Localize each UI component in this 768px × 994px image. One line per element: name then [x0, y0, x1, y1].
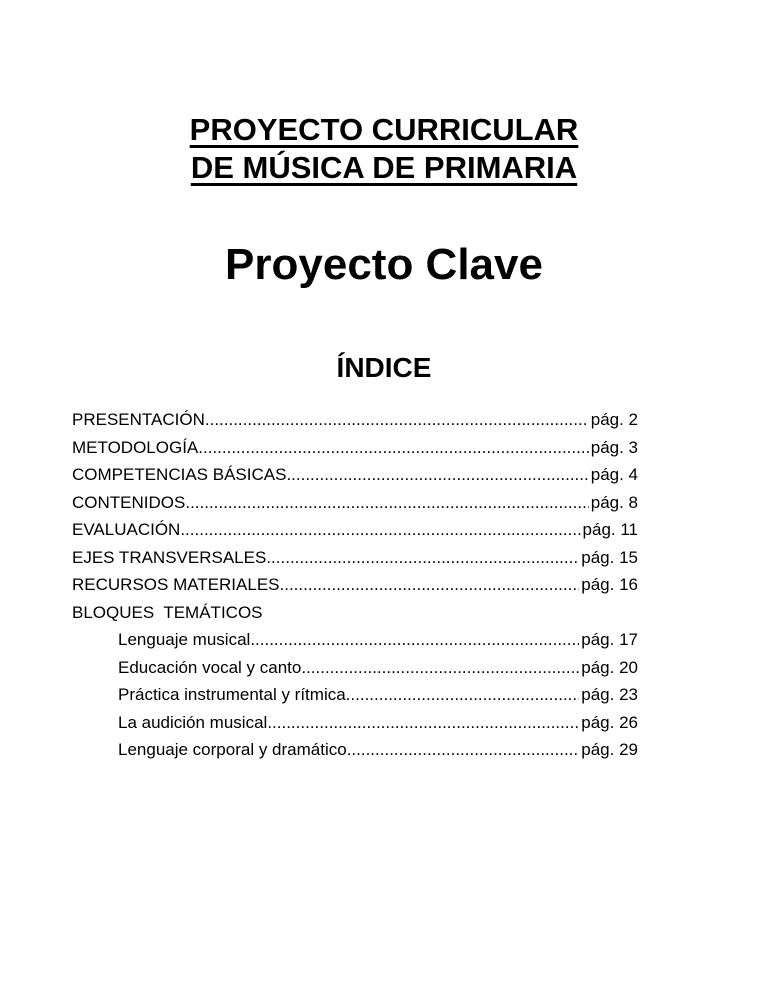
toc-entry-page: pág. 23: [581, 685, 638, 704]
toc-subentry-audicion-musical: [72, 713, 638, 741]
toc-section-heading: [72, 603, 638, 631]
toc-entry-metodologia: [72, 438, 638, 466]
toc-entry-label: COMPETENCIAS BÁSICAS: [72, 465, 287, 484]
toc-entry-page: pág. 17: [581, 630, 638, 649]
toc-leader-dots: [346, 685, 580, 705]
toc-entry-competencias: [72, 465, 638, 493]
toc-entry-page: pág. 3: [590, 437, 638, 457]
toc-entry-page: pág. 4: [590, 465, 638, 484]
toc-leader-dots: [198, 438, 588, 458]
toc-entry-label: Lenguaje musical: [118, 630, 251, 649]
toc-entry-label: La audición musical: [118, 712, 268, 732]
table-of-contents: [72, 410, 638, 768]
toc-subentry-lenguaje-corporal: [72, 740, 638, 768]
toc-entry-label: CONTENIDOS: [72, 492, 186, 512]
toc-entry-page: pág. 29: [581, 740, 638, 759]
toc-leader-dots: [266, 548, 579, 568]
toc-subentry-practica-instrumental: [72, 685, 638, 713]
toc-entry-evaluacion: [72, 520, 638, 548]
toc-entry-label: EJES TRANSVERSALES: [72, 547, 267, 567]
toc-leader-dots: [280, 575, 580, 595]
toc-entry-page: pág. 15: [581, 547, 638, 567]
toc-entry-contenidos: [72, 493, 638, 521]
document-subtitle: Proyecto Clave: [225, 240, 543, 289]
toc-leader-dots: [301, 658, 579, 678]
toc-entry-label: EVALUACIÓN: [72, 520, 181, 539]
document-title-line-2: DE MÚSICA DE PRIMARIA: [190, 150, 578, 185]
toc-leader-dots: [250, 630, 579, 650]
toc-entry-recursos: [72, 575, 638, 603]
toc-entry-page: pág. 11: [582, 520, 638, 539]
toc-leader-dots: [180, 520, 580, 540]
toc-entry-label: Práctica instrumental y rítmica: [118, 685, 346, 704]
toc-entry-label: METODOLOGÍA: [72, 437, 199, 457]
toc-entry-page: pág. 2: [590, 410, 638, 429]
toc-leader-dots: [205, 410, 589, 430]
toc-entry-ejes: [72, 548, 638, 576]
toc-leader-dots: [286, 465, 588, 485]
toc-entry-presentacion: [72, 410, 638, 438]
section-heading-label: BLOQUES TEMÁTICOS: [72, 602, 263, 622]
toc-subentry-educacion-vocal: [72, 658, 638, 686]
toc-leader-dots: [267, 713, 579, 733]
toc-leader-dots: [347, 740, 580, 760]
toc-leader-dots: [185, 493, 588, 513]
toc-entry-label: Educación vocal y canto: [118, 657, 302, 677]
toc-subentry-lenguaje-musical: [72, 630, 638, 658]
toc-entry-page: pág. 16: [581, 575, 638, 594]
index-heading: ÍNDICE: [336, 352, 432, 383]
toc-entry-label: RECURSOS MATERIALES: [72, 575, 280, 594]
toc-entry-page: pág. 8: [590, 492, 638, 512]
document-title-line-1: PROYECTO CURRICULAR: [189, 112, 579, 147]
toc-entry-page: pág. 26: [581, 712, 638, 732]
toc-entry-page: pág. 20: [581, 657, 638, 677]
toc-entry-label: Lenguaje corporal y dramático: [118, 740, 347, 759]
toc-entry-label: PRESENTACIÓN: [72, 410, 205, 429]
